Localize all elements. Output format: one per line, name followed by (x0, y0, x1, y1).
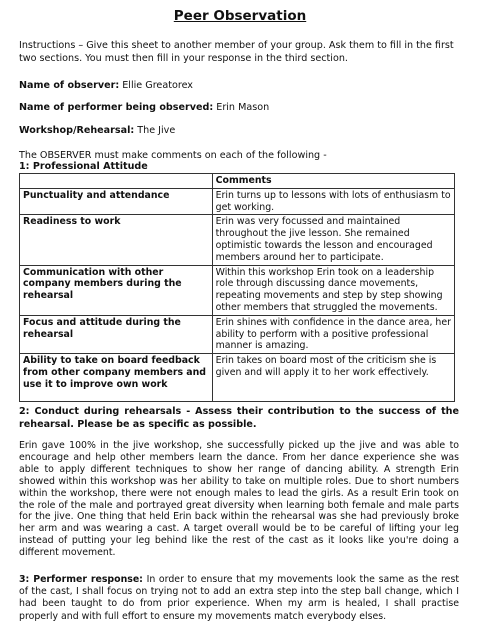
section1-heading: 1: Professional Attitude (19, 161, 148, 172)
table-header-blank (20, 174, 213, 189)
table-row (20, 354, 455, 402)
row-label: Communication with other company members during the rehearsal (20, 265, 213, 315)
row-comment: Erin was very focussed and maintained throughout the jive lesson. She remained optimistic towards the lesson and encouraged members around her to participate. (212, 215, 454, 265)
instructions-text: Instructions – Give this sheet to another member of your group. Ask them to fill in the first two sections. You must then fill in your response in the third section. (19, 40, 454, 64)
row-comment: Erin shines with confidence in the dance area, her ability to perform with a positive professional manner is amazing. (212, 315, 454, 353)
page-title: Peer Observation (173, 8, 307, 24)
table-row (20, 188, 455, 215)
table-row (20, 265, 455, 315)
row-comment: Erin takes on board most of the criticism she is given and will apply it to her work effectively. (212, 354, 454, 402)
section2-text: Erin gave 100% in the jive workshop, she successfully picked up the jive and was able to encourage and help other members learn the dance. From her dance experience she was able to apply different techniques to show her range of dancing ability. A strength Erin showed within this workshop was her ability to take on multiple roles. Due to short numbers within the workshop, there were not enough males to lead the girls. As a result Erin took on the role of the male and portrayed great diversity when learning both female and male parts for the jive. One thing that held Erin back within the rehearsal was she had previously broke her arm and was wearing a cast. A target overall would be to be careful of lifting your leg instead of putting your leg behind like the rest of the cast as it looks like you're doing a different movement. (19, 440, 459, 559)
row-label: Ability to take on board feedback from other company members and use it to improve own work (20, 354, 213, 402)
observer-value: Ellie Greatorex (122, 80, 193, 91)
professional-attitude-table (19, 173, 455, 402)
performer-label: Name of performer being observed: (19, 102, 214, 113)
table-row (20, 215, 455, 265)
section3-text: In order to ensure that my movements look the same as the rest of the cast, I shall focus on trying not to add an extra step into the step ball change, which I had been taught to do from prior experience. When my arm is healed, I shall practise properly and with full effort to ensure my movements match everybody elses. (19, 574, 459, 622)
section3-block (19, 574, 459, 623)
workshop-value: The Jive (137, 125, 176, 136)
row-label: Punctuality and attendance (20, 188, 213, 215)
observer-note: The OBSERVER must make comments on each of the following - (19, 150, 327, 161)
observer-line (19, 80, 459, 93)
table-row (20, 315, 455, 353)
row-label: Focus and attitude during the rehearsal (20, 315, 213, 353)
row-comment: Erin turns up to lessons with lots of enthusiasm to get working. (212, 188, 454, 215)
row-label: Readiness to work (20, 215, 213, 265)
observer-label: Name of observer: (19, 80, 120, 91)
performer-value: Erin Mason (216, 102, 270, 113)
performer-line (19, 102, 459, 115)
section2-heading: 2: Conduct during rehearsals - Assess their contribution to the success of the rehearsal. Please be as specific as possible. (19, 406, 459, 430)
row-comment: Within this workshop Erin took on a leadership role through discussing dance movements, repeating movements and step by step showing other members that struggled the movements. (212, 265, 454, 315)
table-header-row (20, 174, 455, 189)
section3-heading: 3: Performer response: (19, 574, 143, 585)
table-header-comments: Comments (212, 174, 454, 189)
workshop-label: Workshop/Rehearsal: (19, 125, 135, 136)
workshop-line (19, 125, 459, 138)
